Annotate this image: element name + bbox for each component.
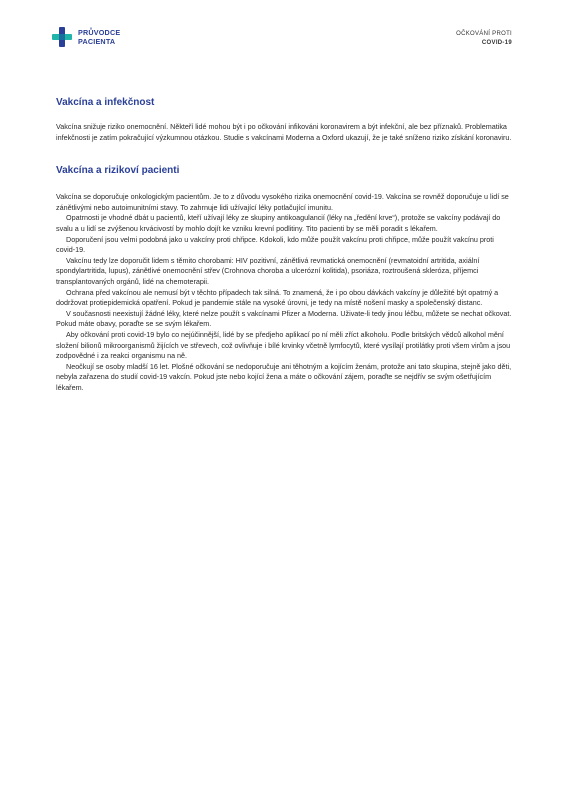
document-title-line2: COVID-19 [481, 40, 512, 46]
section-heading-risk-patients: Vakcína a rizikoví pacienti [56, 165, 180, 177]
paragraph: Ochrana před vakcínou ale nemusí být v těchto případech tak silná. To znamená, že i po obou dávkách vakcíny je důležité být opatrný a dodržovat protiepidemická opatření. Pokud je pandemie stále na vysoké úrovni, je tedy na místě nošení masky a společenský distanc. [56, 287, 499, 308]
paragraph: Opatrnosti je vhodné dbát u pacientů, kteří užívají léky ze skupiny antikoagulancií (léky na „ředění krve“), protože se vakcíny podávají do svalu a u lidí se zvýšenou krvácivostí by mohlo dojít ke vzniku krevní podlitiny. Tito pacienti by se měli poradit s lékařem. [56, 213, 501, 233]
paragraph: Neočkují se osoby mladší 16 let. Plošné očkování se nedoporučuje ani těhotným a kojícím ženám, protože ani tato skupina, stejně jako děti, nebyla zařazena do studií covid-19 vakcín. Pokud jste nebo kojící žena a máte o očkování zájem, poraďte se nejdřív se svým ošetřujícím lékařem. [56, 361, 512, 392]
logo-line1: PRŮVODCE [78, 28, 121, 37]
section-heading-infectivity: Vakcína a infekčnost [56, 97, 155, 108]
paragraph: Doporučení jsou velmi podobná jako u vakcíny proti chřipce. Kdokoli, kdo může použít vakcínu proti chřipce, může použít vakcínu proti covid-19. [56, 234, 494, 255]
logo-cross-icon [52, 27, 72, 47]
paragraph: Vakcínu tedy lze doporučit lidem s těmito chorobami: HIV pozitivní, zánětlivá revmatická onemocnění (revmatoidní artritida, axiální spondylartritida, lupus), zánětlivé onemocnění střev (Crohnova choroba a ulcerózní kolitida), psoriáza, roztroušená skleróza, příjemci transplantovaných orgánů, lidé na chemoterapii. [56, 255, 480, 286]
logo-line2: PACIENTA [78, 37, 116, 46]
paragraph: Aby očkování proti covid-19 bylo co nejúčinnější, lidé by se předjeho aplikací po ní měli zříct alkoholu. Podle britských vědců alkohol mění složení bilionů mikroorganismů žijících ve střevech, což ovlivňuje i bílé krvinky včetně lymfocytů, které vysílají protilátky proti všem virům a jsou zodpovědné i za reakci organismu na ně. [56, 329, 511, 361]
logo [52, 27, 120, 47]
document-title-line1: OČKOVÁNÍ PROTI [456, 31, 512, 37]
paragraph: V současnosti neexistují žádné léky, které nelze použít s vakcínami Pfizer a Moderna. Uživate-li tedy jinou léčbu, můžete se nechat očkovat. Pokud máte obavy, poraďte se se svým lékařem. [56, 308, 512, 329]
main-content [56, 97, 512, 393]
document-title [456, 30, 512, 48]
paragraph: Vakcína snižuje riziko onemocnění. Někteří lidé mohou být i po očkování infikováni koronavirem a být infekční, ale bez příznaků. Problematika infekčnosti je zatím pokračující výzkumnou otázkou. Studie s vakcínami Moderna a Oxford ukazují, že je také sníženo riziko získání koronaviru. [56, 122, 512, 142]
paragraph: Vakcína se doporučuje onkologickým pacientům. Je to z důvodu vysokého rizika onemocnění covid-19. Vakcína se rovněž doporučuje u lidí se zánětlivými nebo autoimunitními stavy. To zahrnuje lidi užívající léky potlačující imunitu. [56, 192, 509, 212]
logo-text [78, 28, 120, 46]
